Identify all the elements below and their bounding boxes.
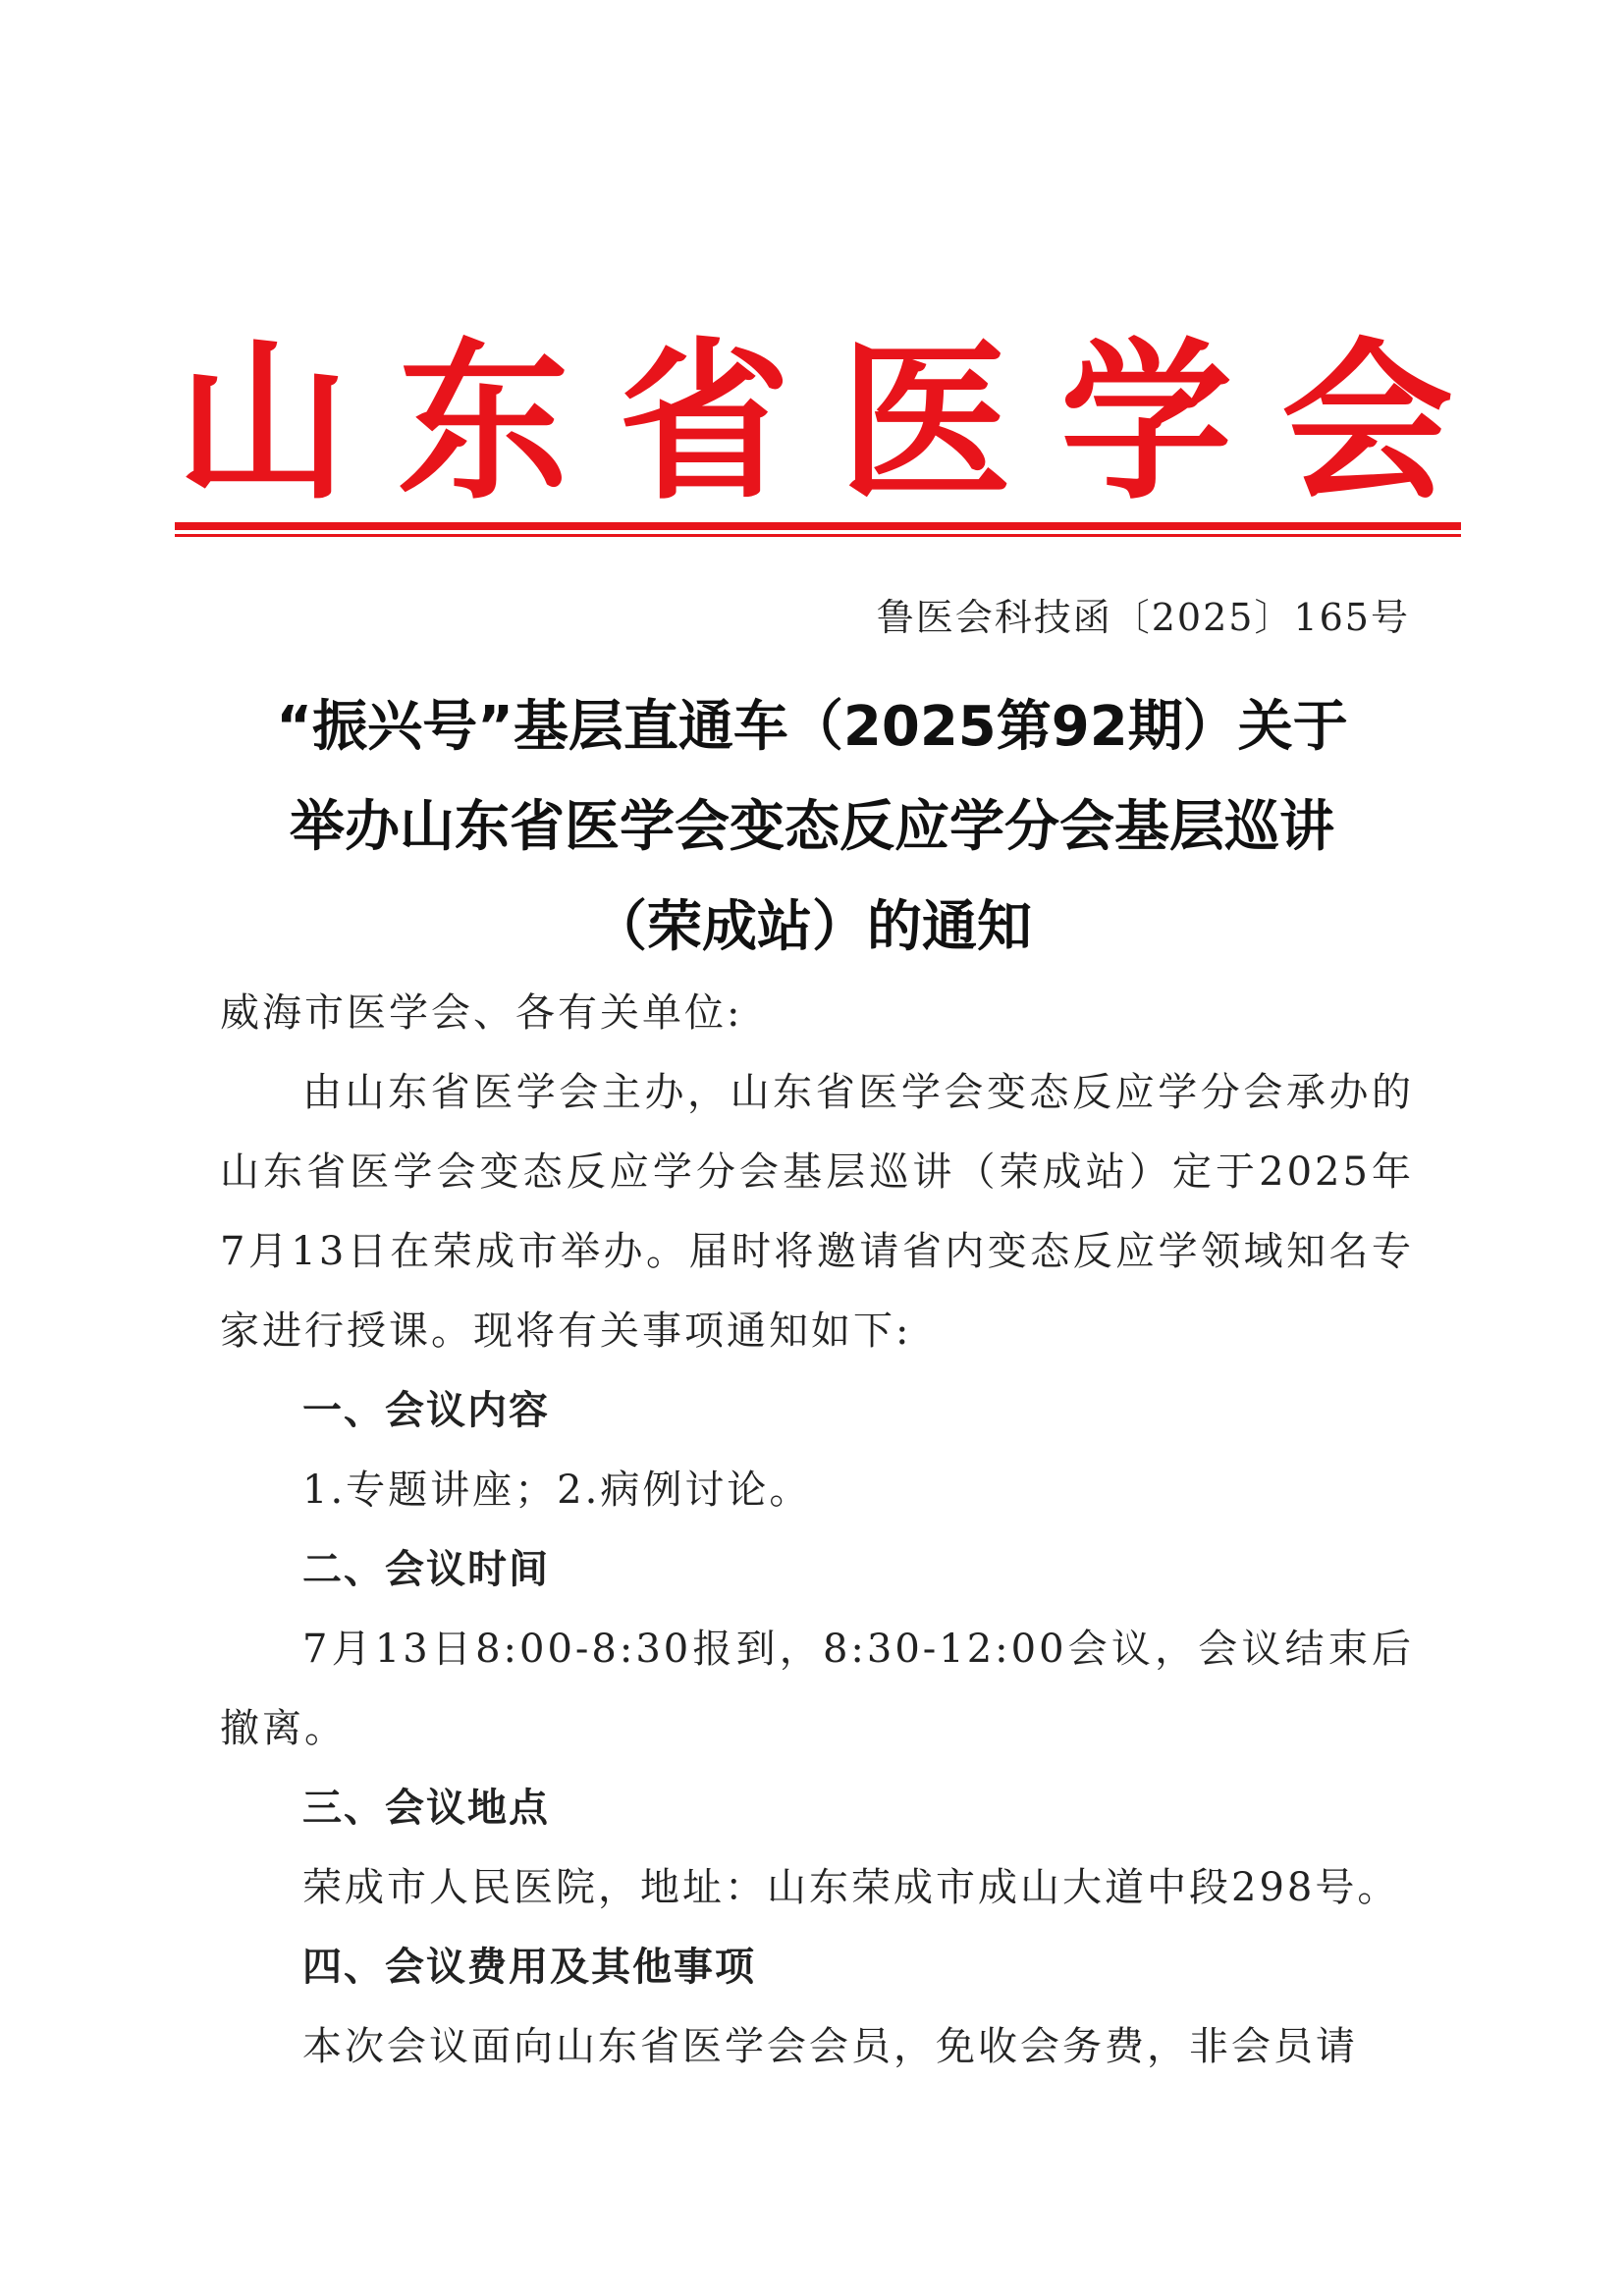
section-heading: 三、会议地点 xyxy=(302,1786,550,1831)
section-text: 本次会议面向山东省医学会会员，免收会务费，非会员请 xyxy=(302,2024,1358,2069)
intro-paragraph: 由山东省医学会主办，山东省医学会变态反应学分会承办的山东省医学会变态反应学分会基层巡讲（荣成站）定于2025年7月13日在荣成市举办。届时将邀请省内变态反应学领域知名专家进行授课。现将有关事项通知如下: xyxy=(220,1070,1414,1354)
letterhead-divider-thin xyxy=(175,534,1461,537)
salutation: 威海市医学会、各有关单位: xyxy=(220,990,743,1036)
section-text: 7月13日8:00-8:30报到，8:30-12:00会议，会议结束后撤离。 xyxy=(220,1627,1414,1751)
letterhead-char: 医 xyxy=(839,321,1011,523)
letterhead-char: 省 xyxy=(619,321,790,523)
letterhead-char: 学 xyxy=(1060,321,1232,523)
title-line: 举办山东省医学会变态反应学分会基层巡讲 xyxy=(290,795,1334,859)
document-title xyxy=(147,677,1477,978)
title-line: “振兴号”基层直通车（2025第92期）关于 xyxy=(276,695,1348,759)
section-text: 荣成市人民医院，地址：山东荣成市成山大道中段298号。 xyxy=(302,1865,1400,1910)
section-heading: 四、会议费用及其他事项 xyxy=(302,1945,756,1990)
document-body xyxy=(220,974,1414,2087)
section-heading: 二、会议时间 xyxy=(302,1547,550,1592)
letterhead-char: 山 xyxy=(177,321,349,523)
letterhead-char: 会 xyxy=(1281,321,1453,523)
section-text: 1.专题讲座；2.病例讨论。 xyxy=(302,1468,812,1513)
letterhead-title xyxy=(177,321,1453,523)
letterhead-divider-thick xyxy=(175,522,1461,530)
letterhead-char: 东 xyxy=(398,321,569,523)
title-line: （荣成站）的通知 xyxy=(592,895,1032,959)
section-heading: 一、会议内容 xyxy=(302,1388,550,1433)
document-number: 鲁医会科技函〔2025〕165号 xyxy=(876,596,1410,639)
